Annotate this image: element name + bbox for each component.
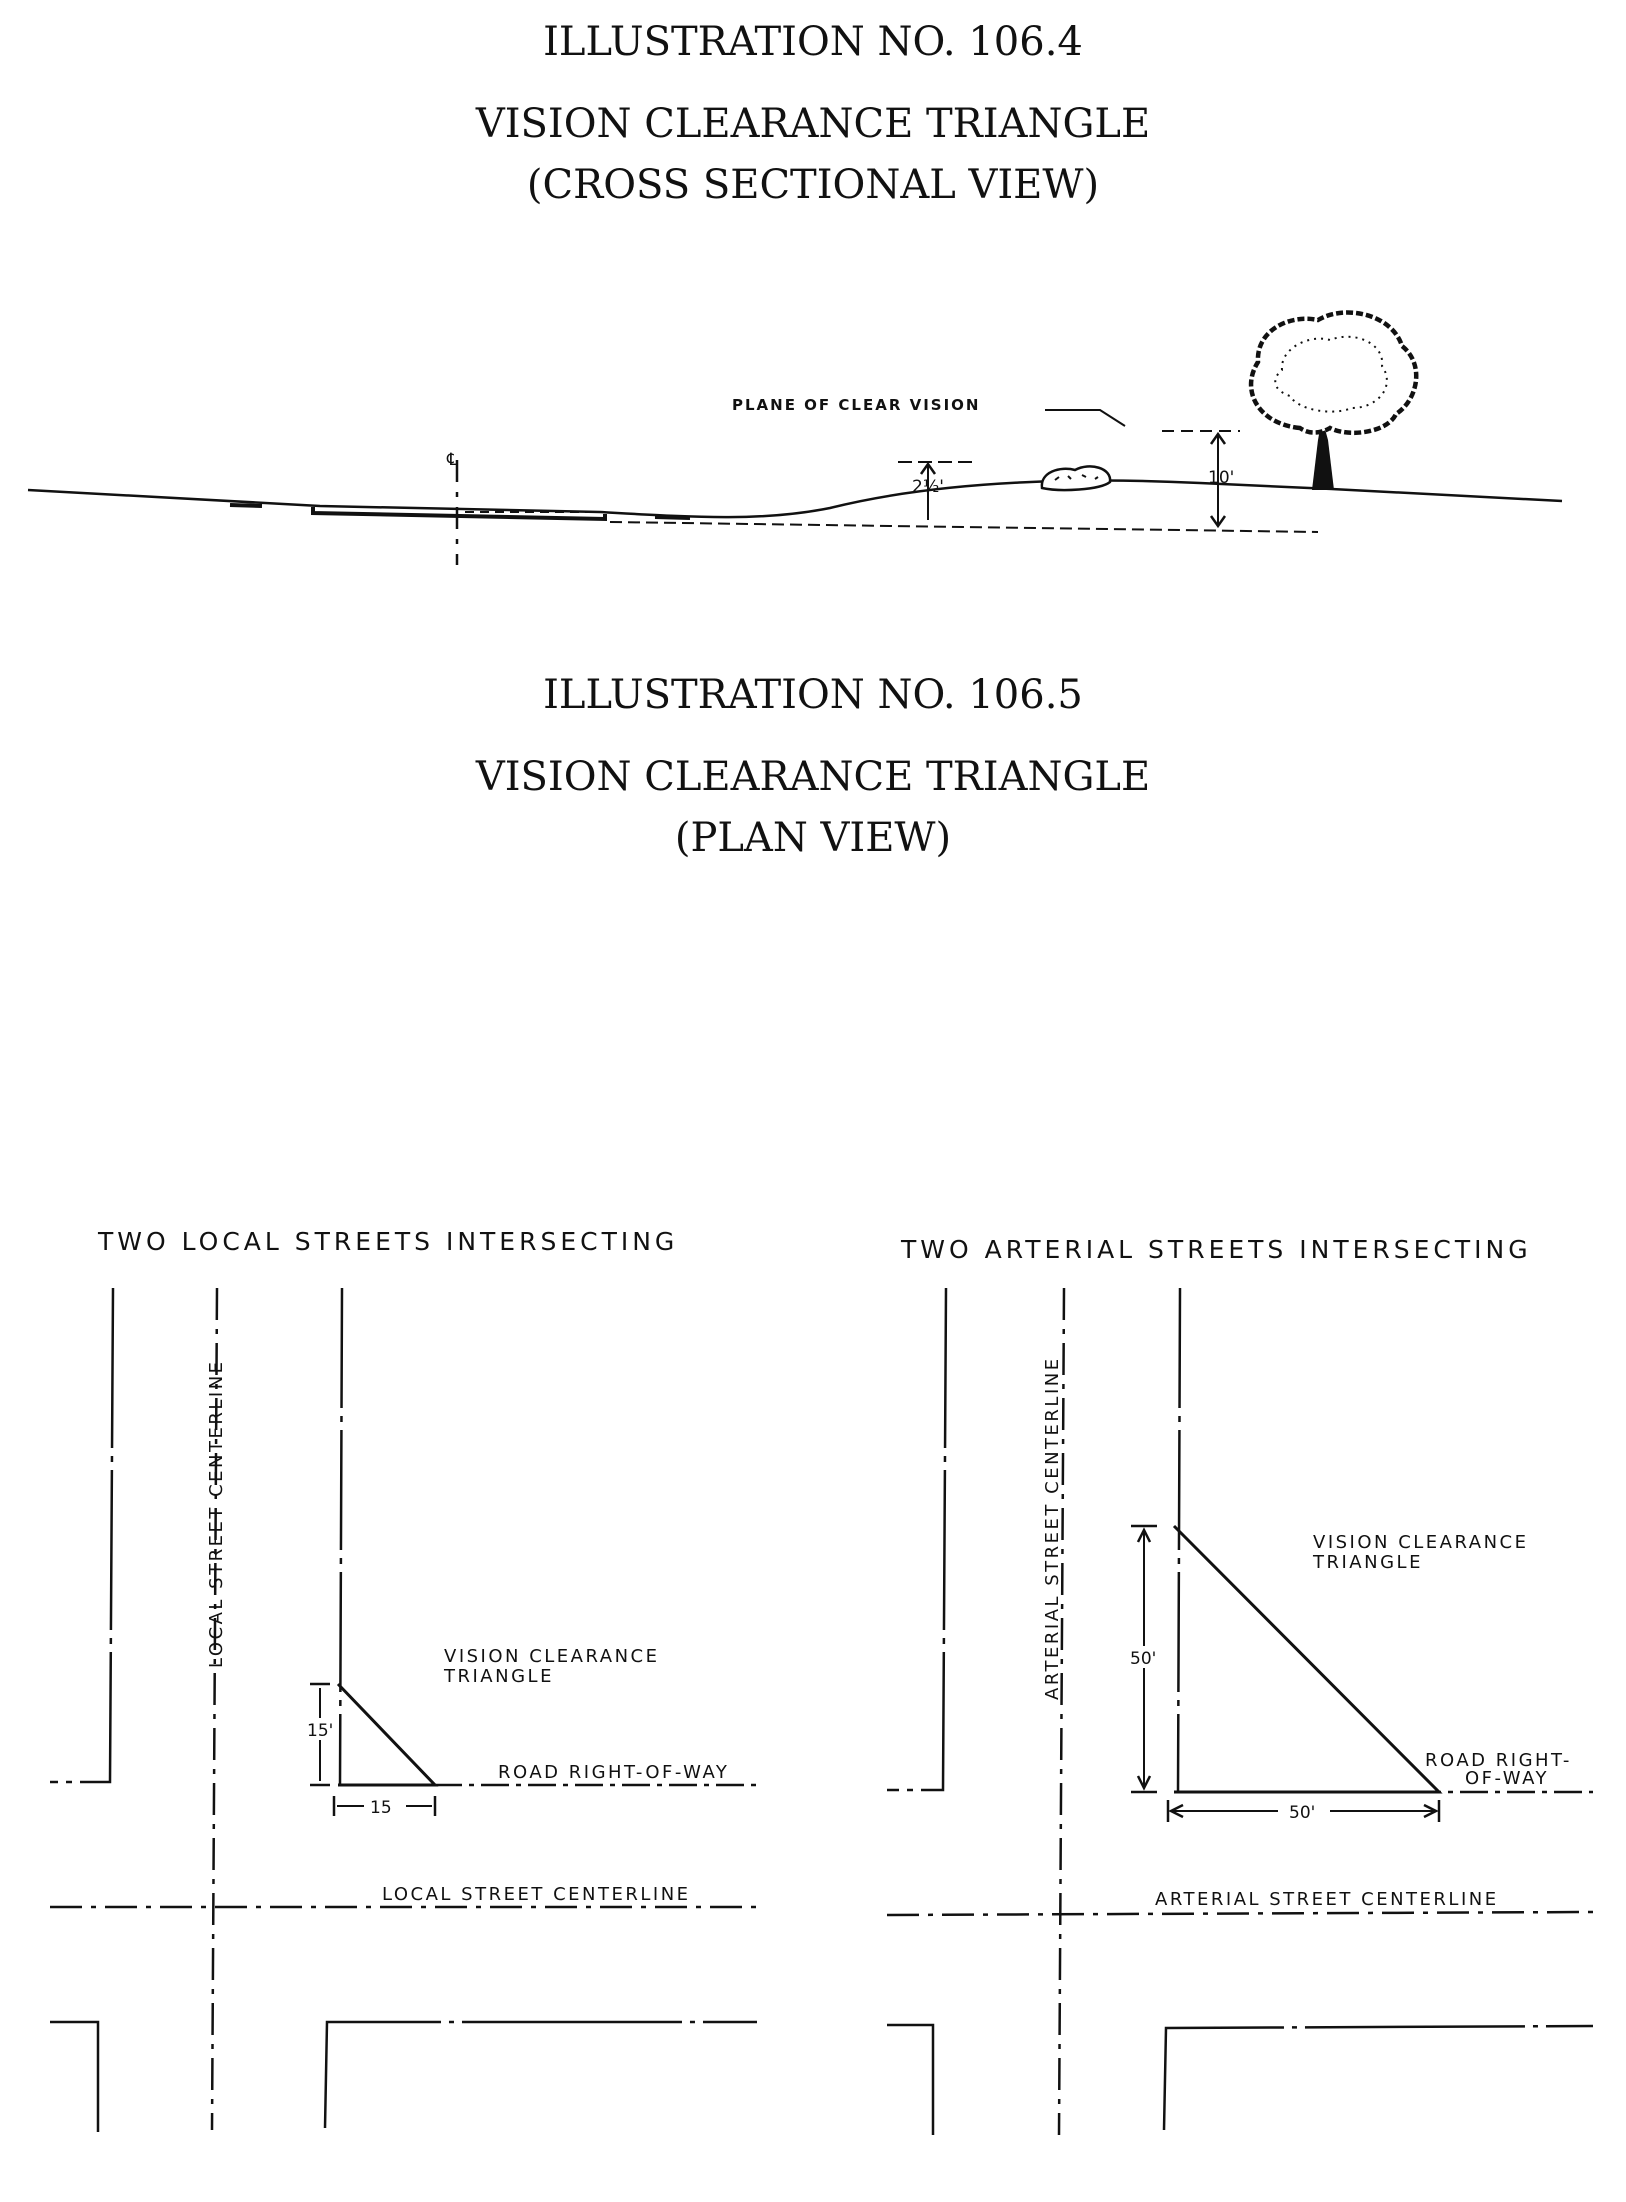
arterial-horizontal-centerline-label: ARTERIAL STREET CENTERLINE (1155, 1889, 1499, 1910)
arterial-curb-upper-left (887, 1288, 946, 1790)
local-triangle-label-2: TRIANGLE (444, 1666, 554, 1687)
baseline-reference-line (610, 522, 1318, 532)
arterial-curb-lower-right (1164, 2026, 1593, 2130)
local-triangle-label-1: VISION CLEARANCE (444, 1646, 660, 1667)
local-curb-upper-left (50, 1288, 113, 1782)
arterial-dim-vertical-label: 50' (1130, 1649, 1157, 1669)
local-vision-triangle (338, 1684, 435, 1785)
arterial-row-upper-right (1178, 1288, 1180, 1792)
shrub-icon (1042, 466, 1110, 490)
arterial-horizontal-centerline (887, 1912, 1593, 1915)
height-low-label: 2½' (912, 477, 944, 497)
local-heading: TWO LOCAL STREETS INTERSECTING (98, 1227, 679, 1256)
arterial-heading: TWO ARTERIAL STREETS INTERSECTING (901, 1235, 1532, 1264)
illustration-title-2: VISION CLEARANCE TRIANGLE (475, 754, 1151, 800)
shoulder-right (655, 517, 690, 518)
centerline-symbol: ℄ (447, 450, 458, 470)
arterial-streets-plan (813, 1200, 1626, 2200)
illustration-title-1: VISION CLEARANCE TRIANGLE (475, 101, 1151, 147)
shoulder-left (230, 505, 262, 506)
local-curb-lower-right (325, 2022, 757, 2128)
local-dim-vertical-label: 15' (307, 1721, 334, 1741)
arterial-row-label-2: OF-WAY (1465, 1768, 1550, 1789)
local-curb-lower-left (50, 2022, 98, 2132)
local-dim-horizontal-label: 15 (370, 1798, 392, 1818)
tree-icon (1251, 312, 1416, 490)
local-streets-plan (0, 1200, 813, 2200)
height-high-label: 10' (1208, 468, 1235, 488)
arterial-curb-lower-left (887, 2025, 933, 2135)
arterial-dim-horizontal-label: 50' (1289, 1803, 1316, 1823)
local-row-label: ROAD RIGHT-OF-WAY (498, 1762, 730, 1783)
arterial-triangle-label-2: TRIANGLE (1313, 1552, 1423, 1573)
plane-leader-line (1045, 410, 1125, 426)
illustration-number-2: ILLUSTRATION NO. 106.5 (543, 672, 1083, 718)
illustration-subtitle-1: (CROSS SECTIONAL VIEW) (526, 162, 1100, 208)
local-vertical-centerline-label: LOCAL STREET CENTERLINE (206, 1359, 227, 1668)
illustration-subtitle-2: (PLAN VIEW) (674, 815, 952, 861)
plane-label: PLANE OF CLEAR VISION (732, 396, 981, 414)
arterial-vertical-centerline-label: ARTERIAL STREET CENTERLINE (1042, 1356, 1063, 1700)
arterial-triangle-label-1: VISION CLEARANCE (1313, 1532, 1529, 1553)
local-row-upper-right (340, 1288, 342, 1785)
arterial-row-label-1: ROAD RIGHT- (1425, 1750, 1572, 1771)
local-horizontal-centerline-label: LOCAL STREET CENTERLINE (382, 1884, 691, 1905)
illustration-number-1: ILLUSTRATION NO. 106.4 (543, 19, 1083, 65)
